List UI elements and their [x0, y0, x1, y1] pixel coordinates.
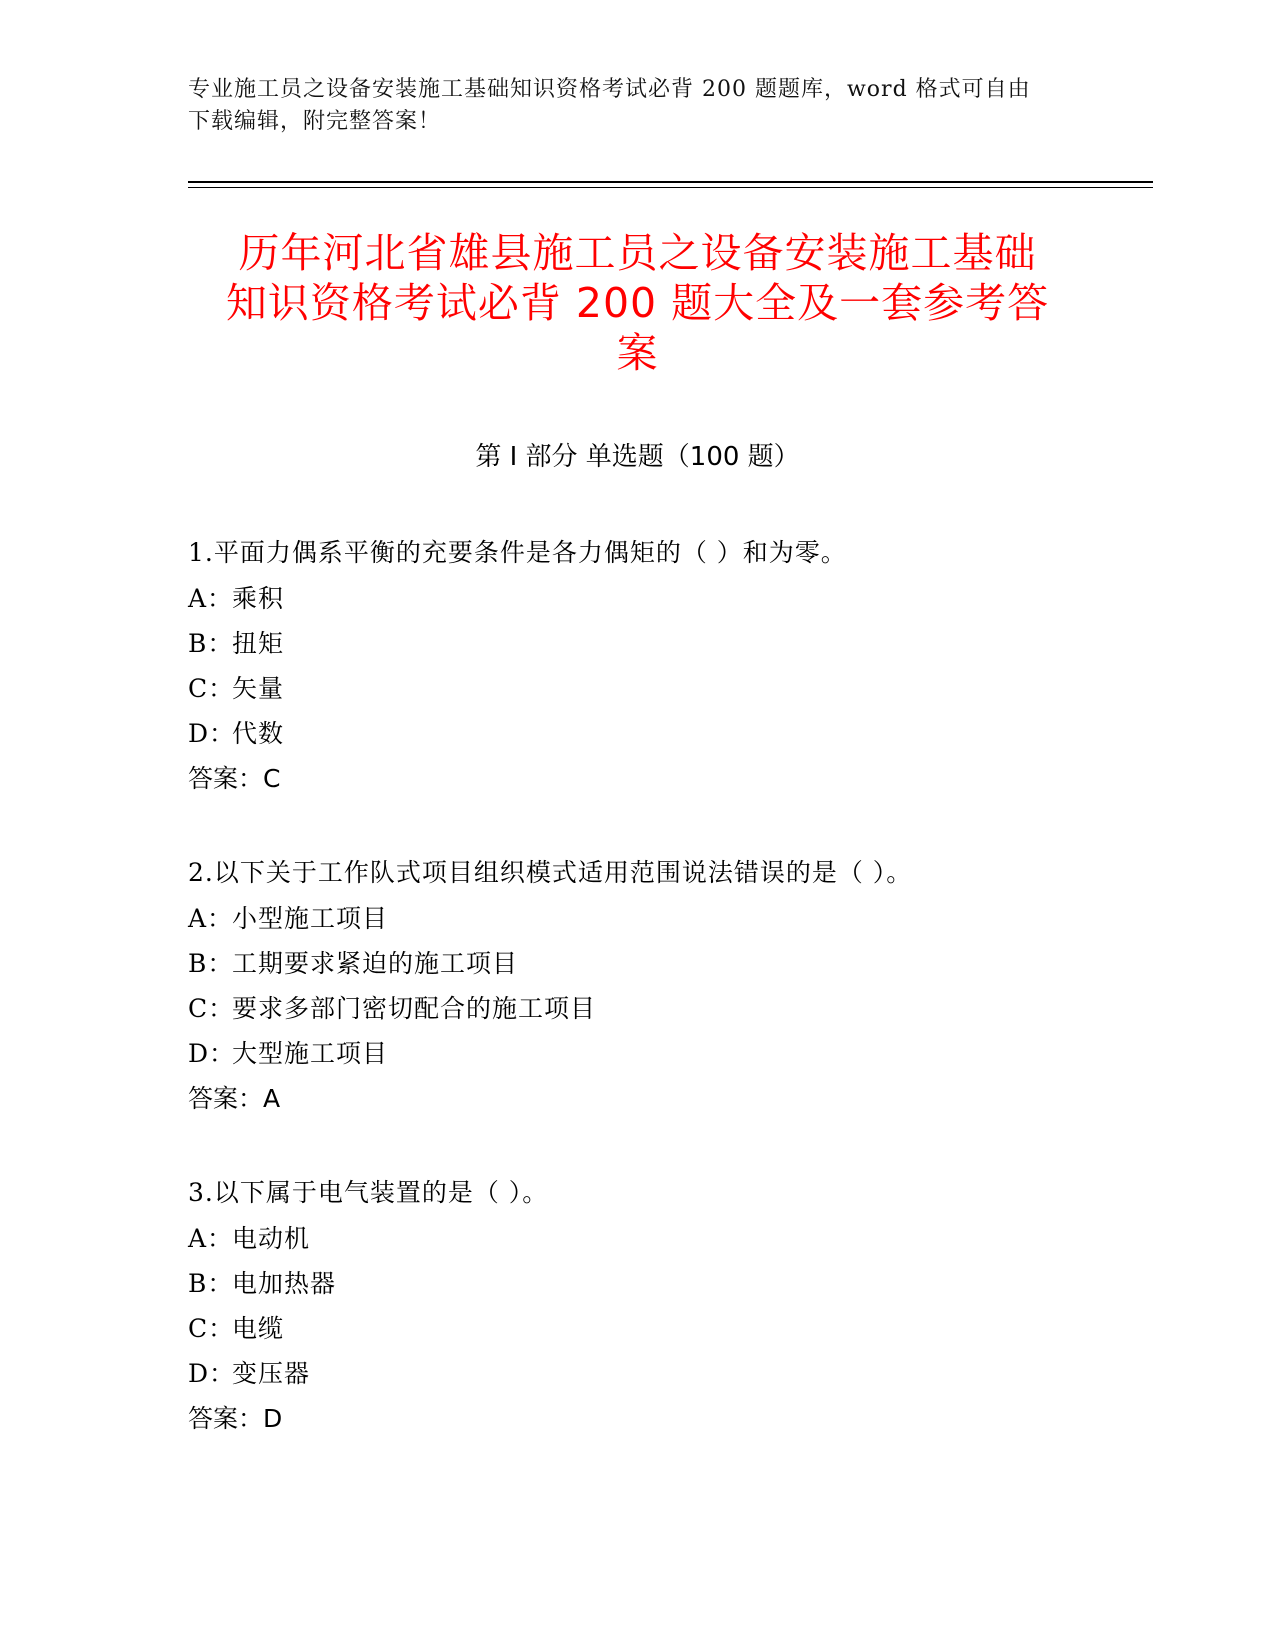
answer-line: 答案：C	[188, 764, 281, 793]
section-title: 第 I 部分 单选题（100 题）	[475, 442, 800, 472]
answer-line: 答案：A	[188, 1084, 281, 1113]
option-key: D：	[188, 719, 236, 748]
option-key: C：	[188, 1314, 235, 1343]
option-c	[188, 666, 1138, 711]
option-text: 工期要求紧迫的施工项目	[232, 949, 519, 978]
option-text: 小型施工项目	[232, 904, 389, 933]
option-key: A：	[188, 584, 234, 613]
option-a	[188, 896, 1138, 941]
header-note-line-1: 专业施工员之设备安装施工基础知识资格考试必背 200 题题库，word 格式可自由	[188, 77, 1031, 102]
option-key: A：	[188, 1224, 234, 1253]
option-key: C：	[188, 994, 235, 1023]
option-b	[188, 1261, 1138, 1306]
option-a	[188, 576, 1138, 621]
question-1	[188, 530, 1138, 802]
header-note-line-2: 下载编辑，附完整答案！	[188, 109, 442, 134]
option-text: 电缆	[232, 1314, 285, 1343]
option-b	[188, 621, 1138, 666]
option-d	[188, 1351, 1138, 1396]
option-a	[188, 1216, 1138, 1261]
option-c	[188, 986, 1138, 1031]
option-text: 要求多部门密切配合的施工项目	[232, 994, 597, 1023]
option-d	[188, 1031, 1138, 1076]
option-key: D：	[188, 1359, 236, 1388]
option-text: 电动机	[232, 1224, 311, 1253]
answer-line: 答案：D	[188, 1404, 283, 1433]
option-key: B：	[188, 629, 234, 658]
option-text: 代数	[232, 719, 285, 748]
option-c	[188, 1306, 1138, 1351]
option-text: 扭矩	[232, 629, 285, 658]
document-title-line-1: 历年河北省雄县施工员之设备安装施工基础	[238, 229, 1037, 277]
header-note	[188, 74, 1088, 138]
question-stem: 3.以下属于电气装置的是（ ）。	[188, 1178, 549, 1207]
option-key: C：	[188, 674, 235, 703]
option-key: B：	[188, 949, 234, 978]
option-text: 电加热器	[232, 1269, 337, 1298]
header-divider-thin	[188, 187, 1153, 188]
option-text: 大型施工项目	[232, 1039, 389, 1068]
option-b	[188, 941, 1138, 986]
question-2	[188, 850, 1138, 1122]
option-text: 乘积	[232, 584, 285, 613]
option-key: B：	[188, 1269, 234, 1298]
document-title	[185, 228, 1090, 378]
option-key: D：	[188, 1039, 236, 1068]
document-title-line-2: 知识资格考试必背 200 题大全及一套参考答	[225, 279, 1050, 327]
question-3	[188, 1170, 1138, 1442]
option-d	[188, 711, 1138, 756]
option-key: A：	[188, 904, 234, 933]
option-text: 变压器	[232, 1359, 311, 1388]
document-title-line-3: 案	[616, 329, 659, 377]
header-divider-thick	[188, 181, 1153, 183]
question-list	[188, 530, 1138, 1490]
option-text: 矢量	[232, 674, 285, 703]
question-stem: 1.平面力偶系平衡的充要条件是各力偶矩的（ ）和为零。	[188, 538, 847, 567]
question-stem: 2.以下关于工作队式项目组织模式适用范围说法错误的是（ ）。	[188, 858, 913, 887]
